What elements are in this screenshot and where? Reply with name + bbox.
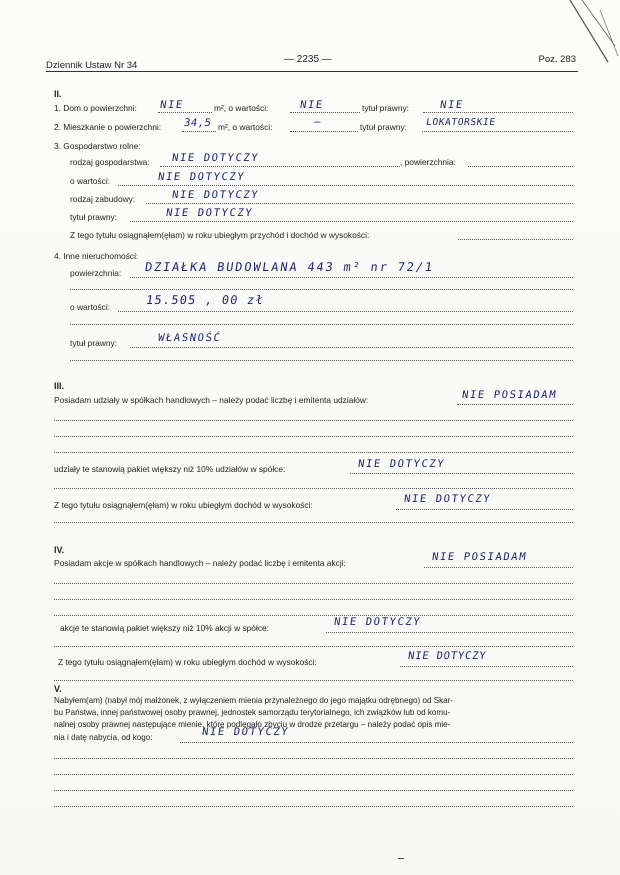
section-iv-heading: IV. [54,545,65,555]
shares-package-line [350,473,573,474]
farm-title-line [130,221,573,222]
apartment-value-line [290,131,358,132]
farm-title-value[interactable]: NIE DOTYCZY [165,207,254,219]
stocks-label: Posiadam akcje w spółkach handlowych – należy podać liczbę i emitenta akcji: [54,558,346,568]
farm-value-line [118,185,573,186]
acquisition-answer-line [180,742,573,743]
other-property-value-line [118,311,573,312]
farm-area-label: , powierzchnia: [400,157,456,167]
stocks-package-label: akcje te stanowią pakiet większy niż 10% akcji w spółce: [60,623,270,633]
shares-value[interactable]: NIE POSIADAM [461,389,558,401]
page-number: — 2235 — [284,54,332,65]
other-property-extra-line-3 [70,360,573,361]
stocks-income-extra-line [54,680,573,681]
apartment-value[interactable]: — [313,116,323,128]
other-property-extra-line-1 [70,289,573,290]
house-area-line [158,112,212,113]
farm-title-label: tytuł prawny: [70,212,118,222]
apartment-area-value[interactable]: 34,5 [183,117,213,129]
shares-package-value[interactable]: NIE DOTYCZY [357,458,446,470]
acquisition-extra-line-2 [54,774,573,775]
apartment-label: 2. Mieszkanie o powierzchni: [54,122,162,132]
farm-income-line [458,239,573,240]
stocks-value[interactable]: NIE POSIADAM [431,551,528,563]
house-title-value[interactable]: NIE [439,99,465,111]
stocks-income-line [400,666,573,667]
apartment-title-line [422,131,573,132]
footer-mark [398,858,404,859]
farm-value[interactable]: NIE DOTYCZY [157,171,246,183]
shares-label: Posiadam udziały w spółkach handlowych – należy podać liczbę i emitenta udziałów: [54,395,369,405]
other-property-value-label: o wartości: [70,302,111,312]
stocks-package-extra-line [54,646,573,647]
header-rule [46,71,578,72]
page-header [46,54,576,70]
stocks-income-value[interactable]: NIE DOTYCZY [407,650,488,662]
acquisition-text-line-2: bu Państwa, innej państwowej osoby prawnej, jednostek samorządu terytorialnego, ich związków lub od komu- [54,708,451,717]
house-value[interactable]: NIE [299,99,325,111]
acquisition-extra-line-3 [54,790,573,791]
farm-building-value[interactable]: NIE DOTYCZY [171,189,260,201]
acquisition-text-line-3: nalnej osoby prawnej następujące mienie, które podlegało zbyciu w drodze przetargu – należy podać opis mie- [54,720,451,729]
shares-income-label: Z tego tytułu osiągnąłem(ęłam) w roku ubiegłym dochód w wysokości: [54,500,313,510]
stocks-extra-line-3 [54,615,573,616]
acquisition-extra-line-1 [54,758,573,759]
other-property-title-line [130,347,573,348]
house-value-line [290,112,360,113]
other-property-area-line [130,277,573,278]
apartment-area-line [182,131,216,132]
farm-type-line [160,166,400,167]
shares-line [457,404,573,405]
shares-income-value[interactable]: NIE DOTYCZY [403,493,492,505]
stocks-extra-line-1 [54,583,573,584]
apartment-unit-label: m², o wartości: [218,122,273,132]
farm-type-value[interactable]: NIE DOTYCZY [171,152,260,164]
acquisition-text-line-1: Nabyłem(am) (nabył mój małżonek, z wyłączeniem mienia przynależnego do jego majątku odrębnego) od Skar- [54,696,454,705]
farm-type-label: rodzaj gospodarstwa: [70,157,150,167]
stocks-income-label: Z tego tytułu osiągnąłem(ęłam) w roku ubiegłym dochód w wysokości: [58,657,317,667]
other-property-extra-line-2 [70,324,573,325]
acquisition-text-line-4: nia i datę nabycia, od kogo: [54,733,153,742]
shares-extra-line-3 [54,452,573,453]
other-property-area-label: powierzchnia: [70,268,122,278]
section-ii-heading: II. [54,89,62,99]
house-area-value[interactable]: NIE [159,99,185,111]
house-unit-label: m², o wartości: [214,103,269,113]
farm-income-label: Z tego tytułu osiągnąłem(ęłam) w roku ubiegłym przychód i dochód w wysokości: [70,230,370,240]
stocks-package-line [326,632,573,633]
farm-building-label: rodzaj zabudowy: [70,194,136,204]
shares-income-extra-line [54,522,573,523]
acquisition-answer-value[interactable]: NIE DOTYCZY [201,726,290,738]
shares-income-line [396,509,573,510]
other-property-area-value[interactable]: DZIAŁKA BUDOWLANA 443 m² nr 72/1 [144,260,435,274]
position-number: Poz. 283 [538,54,576,65]
other-property-value[interactable]: 15.505 , 00 zł [145,293,265,307]
acquisition-extra-line-4 [54,806,573,807]
house-title-line [423,112,573,113]
section-v-heading: V. [54,684,62,694]
shares-extra-line-1 [54,420,573,421]
farm-building-line [146,203,573,204]
farm-value-label: o wartości: [70,176,111,186]
stocks-line [424,567,573,568]
shares-extra-line-2 [54,436,573,437]
farm-label: 3. Gospodarstwo rolne: [54,141,141,151]
other-property-label: 4. Inne nieruchomości: [54,251,139,261]
house-label: 1. Dom o powierzchni: [54,103,137,113]
shares-package-label: udziały te stanowią pakiet większy niż 10% udziałów w spółce: [54,464,286,474]
apartment-title-value[interactable]: LOKATORSKIE [425,117,497,128]
other-property-title-value[interactable]: WŁASNOŚĆ [157,332,223,344]
other-property-title-label: tytuł prawny: [70,338,118,348]
house-title-label: tytuł prawny: [362,103,410,113]
section-iii-heading: III. [54,381,65,391]
shares-package-extra-line [54,488,573,489]
journal-title: Dziennik Ustaw Nr 34 [46,60,138,71]
stocks-package-value[interactable]: NIE DOTYCZY [333,616,422,628]
farm-area-line [468,166,573,167]
apartment-title-label: tytuł prawny: [360,122,408,132]
stocks-extra-line-2 [54,599,573,600]
